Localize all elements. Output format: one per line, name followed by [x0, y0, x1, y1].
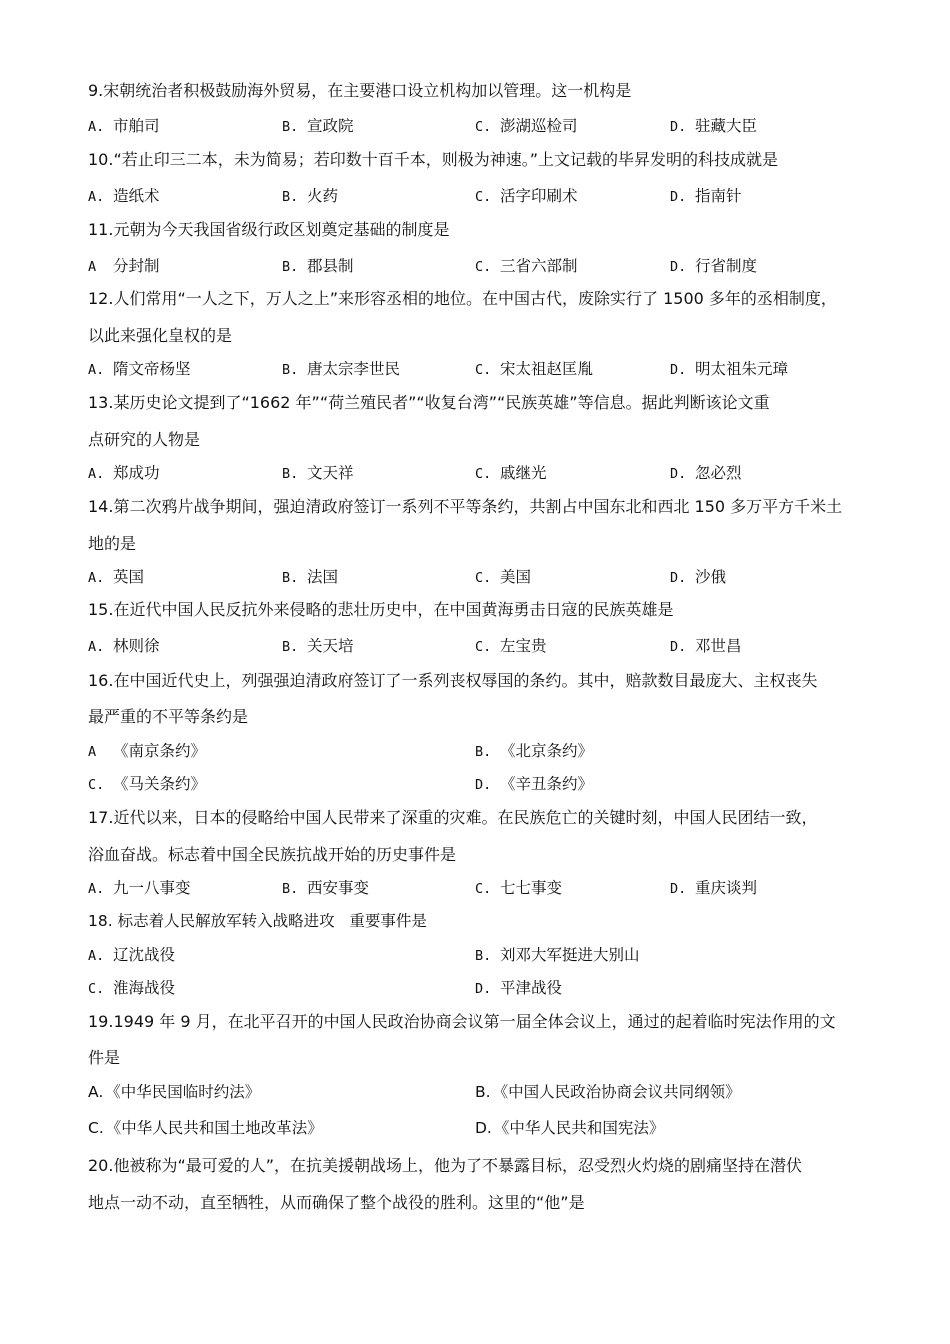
question-15-option-c[interactable] — [475, 633, 547, 659]
question-11-option-a[interactable] — [88, 253, 160, 279]
option-label: A. — [88, 362, 105, 378]
option-text: 《辛丑条约》 — [500, 775, 594, 793]
question-14-option-d[interactable] — [670, 564, 726, 590]
question-number: 18. — [88, 912, 113, 930]
option-label: B. — [282, 881, 299, 897]
question-number: 16. — [88, 671, 114, 690]
question-15-option-b[interactable] — [282, 633, 354, 659]
option-text: 宋太祖赵匡胤 — [500, 360, 594, 378]
option-text: 《马关条约》 — [113, 775, 207, 793]
option-label: D. — [670, 362, 687, 378]
question-number: 14. — [88, 497, 114, 516]
question-15-option-d[interactable] — [670, 633, 742, 659]
question-11-option-d[interactable] — [670, 253, 757, 279]
question-14-option-a[interactable] — [88, 564, 144, 590]
question-text: 最严重的不平等条约是 — [88, 707, 249, 726]
question-9-option-a[interactable] — [88, 113, 160, 139]
option-label: A. — [88, 639, 105, 655]
question-text: 浴血奋战。标志着中国全民族抗战开始的历史事件是 — [88, 845, 457, 864]
option-text: 关天培 — [307, 637, 354, 655]
option-text: 《中华人民共和国土地改革法》 — [105, 1119, 323, 1137]
option-label: B. — [475, 1083, 491, 1101]
question-15-option-a[interactable] — [88, 633, 160, 659]
option-label: D. — [475, 1119, 492, 1137]
option-label: C. — [88, 777, 105, 793]
option-text: 忽必烈 — [695, 464, 742, 482]
question-12-option-c[interactable] — [475, 356, 593, 382]
option-text: 唐太宗李世民 — [307, 360, 401, 378]
option-label: A. — [88, 570, 105, 586]
question-13-option-c[interactable] — [475, 460, 547, 486]
question-12-option-b[interactable] — [282, 356, 400, 382]
question-14-stem — [88, 494, 868, 520]
question-text: 地的是 — [88, 534, 137, 553]
question-14-option-b[interactable] — [282, 564, 338, 590]
question-19-option-a[interactable] — [88, 1079, 260, 1105]
question-text: 在中国近代史上，列强强迫清政府签订了一系列丧权辱国的条约。其中，赔款数目最庞大、主权丧失 — [113, 671, 818, 690]
question-18-stem — [88, 908, 868, 934]
question-10-option-d[interactable] — [670, 183, 742, 209]
question-18-option-c[interactable] — [88, 975, 175, 1001]
question-number: 10. — [88, 150, 114, 169]
option-text: 辽沈战役 — [113, 946, 176, 964]
question-10-option-b[interactable] — [282, 183, 338, 209]
option-label: C. — [475, 639, 492, 655]
option-text: 火药 — [307, 187, 339, 205]
option-label: C. — [475, 362, 492, 378]
option-text: 文天祥 — [307, 464, 354, 482]
option-label: A. — [88, 466, 105, 482]
question-text: 在近代中国人民反抗外来侵略的悲壮历史中，在中国黄海勇击日寇的民族英雄是 — [113, 600, 674, 619]
question-10-option-a[interactable] — [88, 183, 160, 209]
question-13-option-b[interactable] — [282, 460, 354, 486]
option-label: D. — [670, 466, 687, 482]
question-text: 1949 年 9 月，在北平召开的中国人民政治协商会议第一届全体会议上，通过的起着临时宪法作用的文 — [113, 1012, 836, 1031]
option-label: B. — [282, 119, 299, 135]
option-text: 市舶司 — [113, 117, 160, 135]
option-label: D. — [670, 119, 687, 135]
option-label: D. — [475, 981, 492, 997]
question-18-option-a[interactable] — [88, 942, 175, 968]
question-16-option-b[interactable] — [475, 738, 593, 764]
question-9-option-b[interactable] — [282, 113, 354, 139]
question-17-option-b[interactable] — [282, 875, 369, 901]
question-17-stem-continued — [88, 842, 868, 868]
option-text: 九一八事变 — [113, 879, 191, 897]
question-text: 第二次鸦片战争期间，强迫清政府签订一系列不平等条约，共割占中国东北和西北 150 多万平方千米土 — [113, 497, 843, 516]
option-text: 林则徐 — [113, 637, 160, 655]
question-18-option-b[interactable] — [475, 942, 640, 968]
option-label: A — [88, 259, 97, 275]
question-17-option-a[interactable] — [88, 875, 191, 901]
question-number: 20. — [88, 1156, 114, 1175]
option-text: 宣政院 — [307, 117, 354, 135]
question-9-option-c[interactable] — [475, 113, 578, 139]
option-text: 造纸术 — [113, 187, 160, 205]
option-label: C. — [88, 1119, 104, 1137]
option-text: 隋文帝杨坚 — [113, 360, 191, 378]
option-text: 重庆谈判 — [695, 879, 758, 897]
option-text: 七七事变 — [500, 879, 563, 897]
option-label: D. — [670, 570, 687, 586]
question-text: 点研究的人物是 — [88, 430, 201, 449]
option-label: B. — [282, 466, 299, 482]
option-label: D. — [670, 259, 687, 275]
question-14-stem-continued — [88, 531, 868, 557]
question-number: 9. — [88, 81, 104, 100]
question-number: 13. — [88, 393, 114, 412]
option-label: C. — [88, 981, 105, 997]
question-13-stem — [88, 390, 868, 416]
option-text: 法国 — [307, 568, 339, 586]
question-18-option-d[interactable] — [475, 975, 562, 1001]
option-text: 郡县制 — [307, 257, 354, 275]
question-text: 人们常用“一人之下，万人之上”来形容丞相的地位。在中国古代，废除实行了 1500 多年的丞相制度， — [113, 289, 837, 308]
question-15-stem — [88, 597, 868, 623]
option-text: 指南针 — [695, 187, 742, 205]
question-text: 某历史论文提到了“1662 年”“荷兰殖民者”“收复台湾”“民族英雄”等信息。据此判断该论文重 — [113, 393, 770, 412]
option-label: D. — [670, 189, 687, 205]
option-label: A — [88, 744, 97, 760]
question-19-stem-continued — [88, 1045, 868, 1071]
option-label: A. — [88, 1083, 104, 1101]
option-text: 三省六部制 — [500, 257, 578, 275]
question-text: 以此来强化皇权的是 — [88, 326, 233, 345]
option-text: 《中华人民共和国宪法》 — [493, 1119, 665, 1137]
option-label: C. — [475, 466, 492, 482]
question-19-option-d[interactable] — [475, 1115, 664, 1141]
option-label: B. — [282, 362, 299, 378]
question-14-option-c[interactable] — [475, 564, 531, 590]
question-20-stem — [88, 1153, 868, 1179]
question-16-stem — [88, 668, 868, 694]
question-9-option-d[interactable] — [670, 113, 757, 139]
question-19-option-b[interactable] — [475, 1079, 741, 1105]
question-number: 11. — [88, 220, 114, 239]
option-label: B. — [282, 189, 299, 205]
question-11-stem — [88, 217, 868, 243]
option-label: B. — [282, 570, 299, 586]
question-13-stem-continued — [88, 427, 868, 453]
question-number: 15. — [88, 600, 114, 619]
option-text: 行省制度 — [695, 257, 758, 275]
option-text: 美国 — [500, 568, 532, 586]
question-text: 他被称为“最可爱的人”，在抗美援朝战场上，他为了不暴露目标，忍受烈火灼烧的剧痛坚持在潜伏 — [113, 1156, 803, 1175]
option-label: C. — [475, 189, 492, 205]
question-12-option-a[interactable] — [88, 356, 191, 382]
option-text: 淮海战役 — [113, 979, 176, 997]
question-19-stem — [88, 1009, 868, 1035]
option-text: 《中华民国临时约法》 — [105, 1083, 261, 1101]
question-17-stem — [88, 805, 868, 831]
question-9-stem — [88, 78, 868, 104]
option-label: C. — [475, 259, 492, 275]
option-text: 沙俄 — [695, 568, 727, 586]
option-label: A. — [88, 189, 105, 205]
option-text: 活字印刷术 — [500, 187, 578, 205]
question-11-option-c[interactable] — [475, 253, 578, 279]
question-text: “若止印三二本，未为简易；若印数十百千本，则极为神速。”上文记载的毕昇发明的科技成就是 — [113, 150, 779, 169]
option-text: 平津战役 — [500, 979, 563, 997]
option-text: 《北京条约》 — [500, 742, 594, 760]
question-12-option-d[interactable] — [670, 356, 788, 382]
question-19-option-c[interactable] — [88, 1115, 323, 1141]
option-label: A. — [88, 948, 105, 964]
option-text: 分封制 — [113, 257, 160, 275]
question-number: 17. — [88, 808, 114, 827]
question-number: 12. — [88, 289, 114, 308]
option-label: D. — [670, 639, 687, 655]
question-text: 标志着人民解放军转入战略进攻 重要事件是 — [117, 912, 427, 930]
question-16-option-d[interactable] — [475, 771, 593, 797]
question-10-option-c[interactable] — [475, 183, 578, 209]
option-text: 英国 — [113, 568, 145, 586]
option-label: B. — [475, 948, 492, 964]
question-text: 元朝为今天我国省级行政区划奠定基础的制度是 — [113, 220, 450, 239]
question-16-option-c[interactable] — [88, 771, 206, 797]
question-20-stem-continued — [88, 1190, 868, 1216]
option-text: 《南京条约》 — [113, 742, 207, 760]
question-number: 19. — [88, 1012, 114, 1031]
option-text: 澎湖巡检司 — [500, 117, 578, 135]
question-17-option-d[interactable] — [670, 875, 757, 901]
option-label: D. — [670, 881, 687, 897]
option-label: A. — [88, 119, 105, 135]
option-label: C. — [475, 570, 492, 586]
option-text: 戚继光 — [500, 464, 547, 482]
option-label: A. — [88, 881, 105, 897]
question-17-option-c[interactable] — [475, 875, 562, 901]
option-label: D. — [475, 777, 492, 793]
question-16-option-a[interactable] — [88, 738, 206, 764]
question-text: 宋朝统治者积极鼓励海外贸易，在主要港口设立机构加以管理。这一机构是 — [103, 81, 632, 100]
question-13-option-a[interactable] — [88, 460, 160, 486]
option-label: C. — [475, 881, 492, 897]
question-10-stem — [88, 147, 868, 173]
question-16-stem-continued — [88, 704, 868, 730]
option-label: B. — [282, 639, 299, 655]
question-11-option-b[interactable] — [282, 253, 354, 279]
option-label: B. — [282, 259, 299, 275]
option-text: 郑成功 — [113, 464, 160, 482]
question-12-stem-continued — [88, 323, 868, 349]
option-text: 刘邓大军挺进大别山 — [500, 946, 640, 964]
option-label: B. — [475, 744, 492, 760]
option-text: 左宝贵 — [500, 637, 547, 655]
question-text: 地点一动不动，直至牺牲，从而确保了整个战役的胜利。这里的“他”是 — [88, 1193, 585, 1212]
question-text: 件是 — [88, 1048, 121, 1067]
question-text: 近代以来，日本的侵略给中国人民带来了深重的灾难。在民族危亡的关键时刻，中国人民团结一致， — [113, 808, 818, 827]
question-12-stem — [88, 286, 868, 312]
option-text: 邓世昌 — [695, 637, 742, 655]
option-text: 西安事变 — [307, 879, 370, 897]
option-label: C. — [475, 119, 492, 135]
option-text: 《中国人民政治协商会议共同纲领》 — [492, 1083, 741, 1101]
option-text: 明太祖朱元璋 — [695, 360, 789, 378]
option-text: 驻藏大臣 — [695, 117, 758, 135]
question-13-option-d[interactable] — [670, 460, 742, 486]
